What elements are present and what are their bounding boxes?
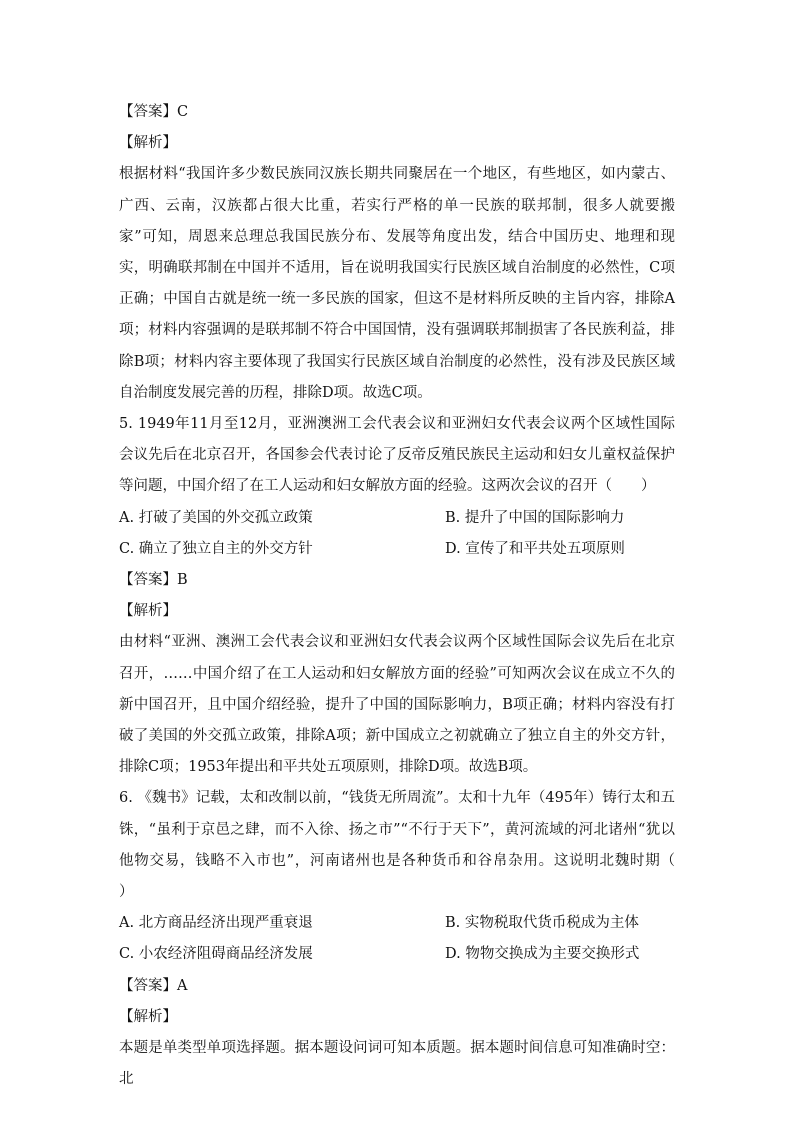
q6-answer: 【答案】A bbox=[119, 977, 188, 994]
q4-analysis-label: 【解析】 bbox=[119, 135, 177, 152]
q4-answer: 【答案】C bbox=[119, 104, 189, 120]
q6-option-a: A. 北方商品经济出现严重衰退 bbox=[119, 915, 313, 932]
q6-analysis-label: 【解析】 bbox=[119, 1008, 177, 1025]
q6-analysis-text: 本题是单类型单项选择题。据本题设问词可知本质题。据本题时间信息可知准确时空：北 bbox=[119, 1039, 675, 1088]
q6-options-row-1 bbox=[119, 908, 675, 939]
q5-stem: 5. 1949年11月至12月，亚洲澳洲工会代表会议和亚洲妇女代表会议两个区域性国际会议先后在北京召开，各国参会代表讨论了反帝反殖民族民主运动和妇女儿童权益保护等问题，中国介绍了在工人运动和妇女解放方面的经验。这两次会议的召开（ ） bbox=[119, 416, 675, 495]
q5-answer: 【答案】B bbox=[119, 571, 188, 588]
q5-options-row-2 bbox=[119, 534, 675, 565]
q5-option-b: B. 提升了中国的国际影响力 bbox=[445, 509, 625, 526]
q4-analysis-text: 根据材料“我国许多少数民族同汉族长期共同聚居在一个地区，有些地区，如内蒙古、广西、云南，汉族都占很大比重，若实行严格的单一民族的联邦制，很多人就要搬家”可知，周恩来总理总我国民族分布、发展等角度出发，结合中国历史、地理和现实，明确联邦制在中国并不适用，旨在说明我国实行民族区域自治制度的必然性，C项正确；中国自古就是统一统一多民族的国家，但这不是材料所反映的主旨内容，排除A项；材料内容强调的是联邦制不符合中国国情，没有强调联邦制损害了各民族利益，排除B项；材料内容主要体现了我国实行民族区域自治制度的必然性，没有涉及民族区域自治制度发展完善的历程，排除D项。故选C项。 bbox=[119, 166, 675, 401]
q5-option-a: A. 打破了美国的外交孤立政策 bbox=[119, 509, 313, 526]
q5-analysis-text: 由材料“亚洲、澳洲工会代表会议和亚洲妇女代表会议两个区域性国际会议先后在北京召开，……中国介绍了在工人运动和妇女解放方面的经验”可知两次会议在成立不久的新中国召开，且中国介绍经验，提升了中国的国际影响力，B项正确；材料内容没有打破了美国的外交孤立政策，排除A项；新中国成立之初就确立了独立自主的外交方针，排除C项；1953年提出和平共处五项原则，排除D项。故选B项。 bbox=[119, 634, 675, 776]
q5-option-d: D. 宣传了和平共处五项原则 bbox=[445, 540, 625, 557]
q6-stem: 6. 《魏书》记载，太和改制以前，“钱货无所周流”。太和十九年（495年）铸行太和五铢，“虽利于京邑之肆，而不入徐、扬之市”“不行于天下”，黄河流域的河北诸州“犹以他物交易，钱略不入市也”，河南诸州也是各种货币和谷帛杂用。这说明北魏时期（ ） bbox=[119, 790, 704, 900]
q6-option-b: B. 实物税取代货币税成为主体 bbox=[445, 915, 639, 932]
q6-option-c: C. 小农经济阻碍商品经济发展 bbox=[119, 946, 313, 963]
q6-option-d: D. 物物交换成为主要交换形式 bbox=[445, 946, 640, 963]
q5-option-c: C. 确立了独立自主的外交方针 bbox=[119, 540, 313, 557]
q5-analysis-label: 【解析】 bbox=[119, 603, 177, 620]
q5-options-row-1 bbox=[119, 503, 675, 534]
q6-options-row-2 bbox=[119, 939, 675, 970]
document-page bbox=[119, 97, 704, 1095]
